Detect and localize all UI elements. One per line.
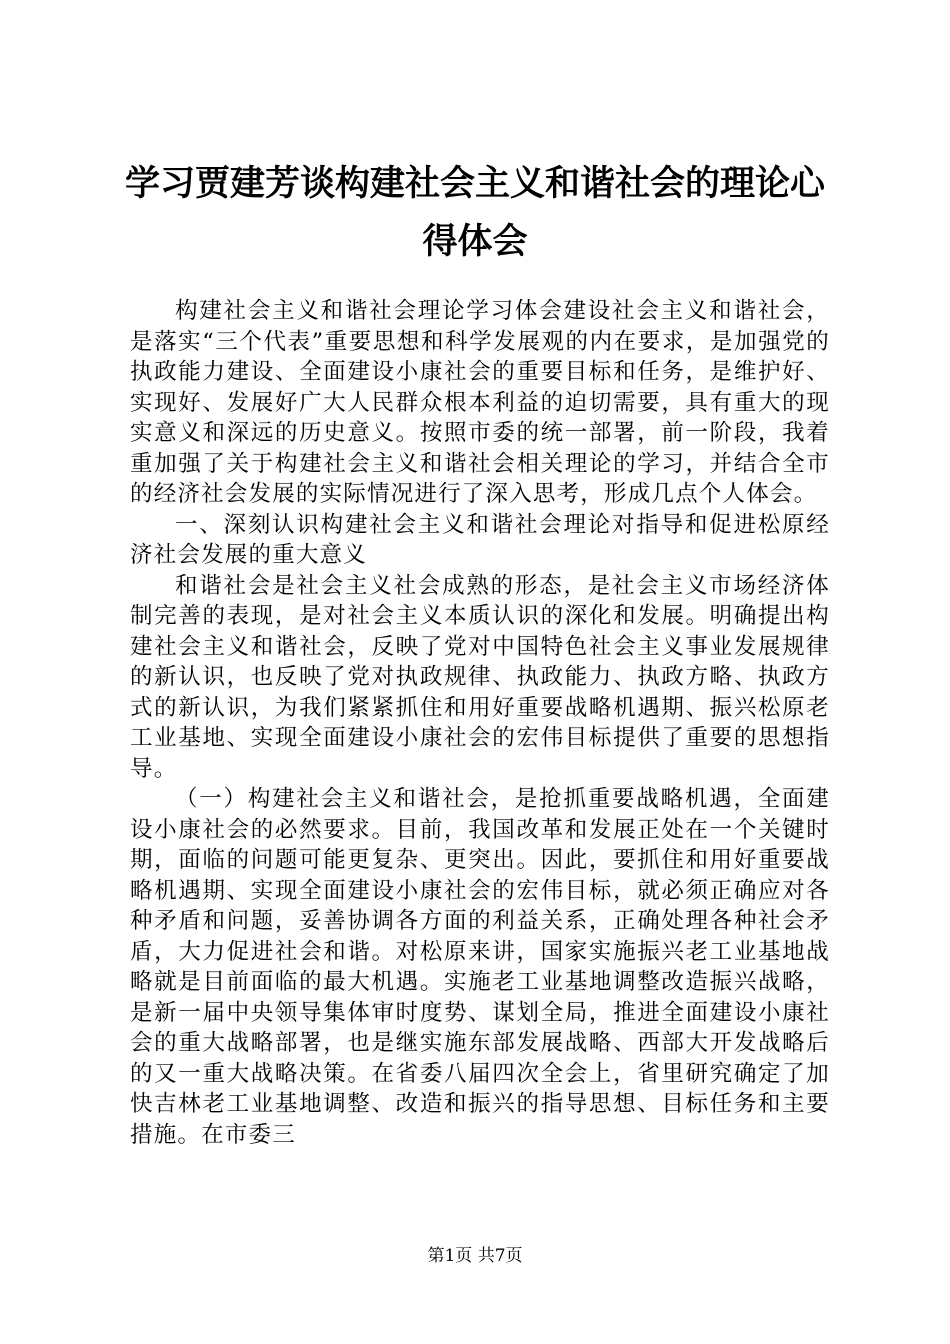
document-body xyxy=(130,296,830,1150)
document-title-line-2: 得体会 xyxy=(422,222,528,262)
document-title-line-1: 学习贾建芳谈构建社会主义和谐社会的理论心 xyxy=(124,164,825,204)
paragraph-harmonious-society: 和谐社会是社会主义社会成熟的形态，是社会主义市场经济体制完善的表现，是对社会主义本质认识的深化和发展。明确提出构建社会主义和谐社会，反映了党对中国特色社会主义事业发展规律的新认识，也反映了党对执政规律、执政能力、执政方略、执政方式的新认识，为我们紧紧抓住和用好重要战略机遇期、振兴松原老工业基地、实现全面建设小康社会的宏伟目标提供了重要的思想指导。 xyxy=(130,572,830,782)
page-footer: 第1页 共7页 xyxy=(427,1246,523,1266)
paragraph-subsection-1: （一）构建社会主义和谐社会，是抢抓重要战略机遇，全面建设小康社会的必然要求。目前，我国改革和发展正处在一个关键时期，面临的问题可能更复杂、更突出。因此，要抓住和用好重要战略机遇期、实现全面建设小康社会的宏伟目标，就必须正确应对各种矛盾和问题，妥善协调各方面的利益关系，正确处理各种社会矛盾，大力促进社会和谐。对松原来讲，国家实施振兴老工业基地战略就是目前面临的最大机遇。实施老工业基地调整改造振兴战略，是新一届中央领导集体审时度势、谋划全局，推进全面建设小康社会的重大战略部署，也是继实施东部发展战略、西部大开发战略后的又一重大战略决策。在省委八届四次全会上，省里研究确定了加快吉林老工业基地调整、改造和振兴的指导思想、目标任务和主要措施。在市委三 xyxy=(130,786,830,1148)
section-heading-1: 一、深刻认识构建社会主义和谐社会理论对指导和促进松原经济社会发展的重大意义 xyxy=(130,511,830,568)
paragraph-intro: 构建社会主义和谐社会理论学习体会建设社会主义和谐社会，是落实“三个代表”重要思想和科学发展观的内在要求，是加强党的执政能力建设、全面建设小康社会的重要目标和任务，是维护好、实现好、发展好广大人民群众根本利益的迫切需要，具有重大的现实意义和深远的历史意义。按照市委的统一部署，前一阶段，我着重加强了关于构建社会主义和谐社会相关理论的学习，并结合全市的经济社会发展的实际情况进行了深入思考，形成几点个人体会。 xyxy=(130,298,830,507)
